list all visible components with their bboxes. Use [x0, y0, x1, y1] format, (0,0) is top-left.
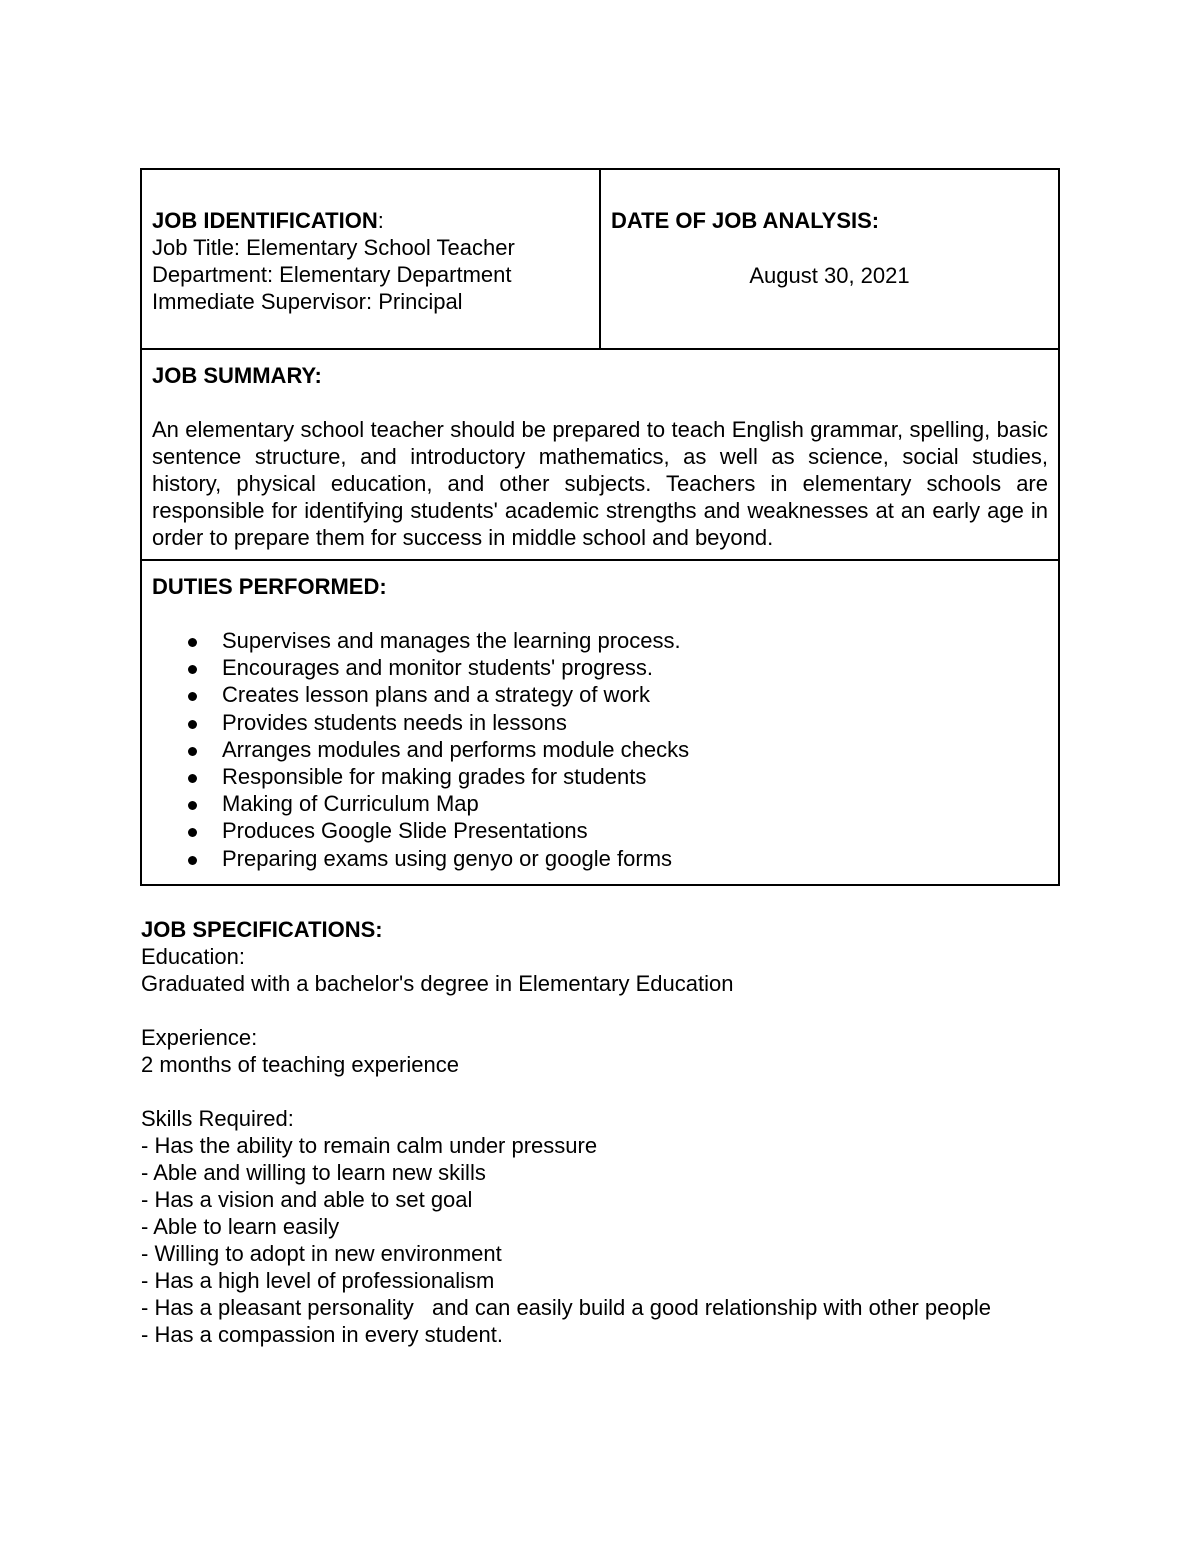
bullet-icon: [188, 856, 197, 865]
bullet-icon: [188, 638, 197, 647]
bullet-icon: [188, 774, 197, 783]
job-specifications-section: [141, 916, 1001, 1348]
department: Department: Elementary Department: [152, 262, 512, 287]
summary-row: [141, 349, 1059, 560]
bullet-icon: [188, 801, 197, 810]
experience-label: Experience:: [141, 1025, 258, 1050]
education-value: Graduated with a bachelor's degree in Elementary Education: [141, 971, 734, 996]
job-analysis-table: [140, 168, 1060, 886]
date-of-analysis-cell: [600, 169, 1059, 349]
skill-item: - Willing to adopt in new environment: [141, 1241, 502, 1266]
bullet-icon: [188, 828, 197, 837]
duty-item: Responsible for making grades for students: [152, 763, 1048, 790]
duties-row: [141, 560, 1059, 885]
bullet-icon: [188, 747, 197, 756]
job-summary-cell: [141, 349, 1059, 560]
education-label: Education:: [141, 944, 245, 969]
duty-item: Provides students needs in lessons: [152, 709, 1048, 736]
job-specifications-heading: JOB SPECIFICATIONS:: [141, 917, 383, 942]
job-identification-cell: [141, 169, 600, 349]
date-of-analysis-value: August 30, 2021: [749, 263, 910, 288]
skill-item: - Has a compassion in every student.: [141, 1322, 503, 1347]
date-of-analysis-heading: DATE OF JOB ANALYSIS:: [611, 208, 880, 233]
experience-value: 2 months of teaching experience: [141, 1052, 459, 1077]
bullet-icon: [188, 665, 197, 674]
job-title: Job Title: Elementary School Teacher: [152, 235, 515, 260]
spacer: [141, 997, 1001, 1024]
skill-item: - Able to learn easily: [141, 1214, 340, 1239]
duty-item: Creates lesson plans and a strategy of work: [152, 681, 1048, 708]
spacer: [141, 1078, 1001, 1105]
immediate-supervisor: Immediate Supervisor: Principal: [152, 289, 463, 314]
duty-item: Encourages and monitor students' progress.: [152, 654, 1048, 681]
job-summary-heading: JOB SUMMARY:: [152, 363, 322, 388]
duty-item: Produces Google Slide Presentations: [152, 817, 1048, 844]
job-identification-heading: JOB IDENTIFICATION:: [152, 208, 384, 233]
job-summary-text: An elementary school teacher should be prepared to teach English grammar, spelling, basic sentence structure, and introductory mathematics, as well as science, social studies, history, physical education, and other subjects. Teachers in elementary schools are responsible for identifying students' academic strengths and weaknesses at an early age in order to prepare them for success in middle school and beyond.: [152, 417, 1048, 550]
duties-list: [152, 627, 1048, 872]
duties-cell: [141, 560, 1059, 885]
skill-item: - Has a pleasant personality and can easily build a good relationship with other people: [141, 1295, 991, 1320]
duties-heading: DUTIES PERFORMED:: [152, 574, 387, 599]
skill-item: - Has a high level of professionalism: [141, 1268, 495, 1293]
skill-item: - Able and willing to learn new skills: [141, 1160, 486, 1185]
bullet-icon: [188, 720, 197, 729]
duty-item: Supervises and manages the learning process.: [152, 627, 1048, 654]
duty-item: Making of Curriculum Map: [152, 790, 1048, 817]
bullet-icon: [188, 692, 197, 701]
skill-item: - Has a vision and able to set goal: [141, 1187, 473, 1212]
skills-label: Skills Required:: [141, 1106, 294, 1131]
duty-item: Preparing exams using genyo or google forms: [152, 845, 1048, 872]
identification-row: [141, 169, 1059, 349]
duty-item: Arranges modules and performs module checks: [152, 736, 1048, 763]
skill-item: - Has the ability to remain calm under pressure: [141, 1133, 598, 1158]
